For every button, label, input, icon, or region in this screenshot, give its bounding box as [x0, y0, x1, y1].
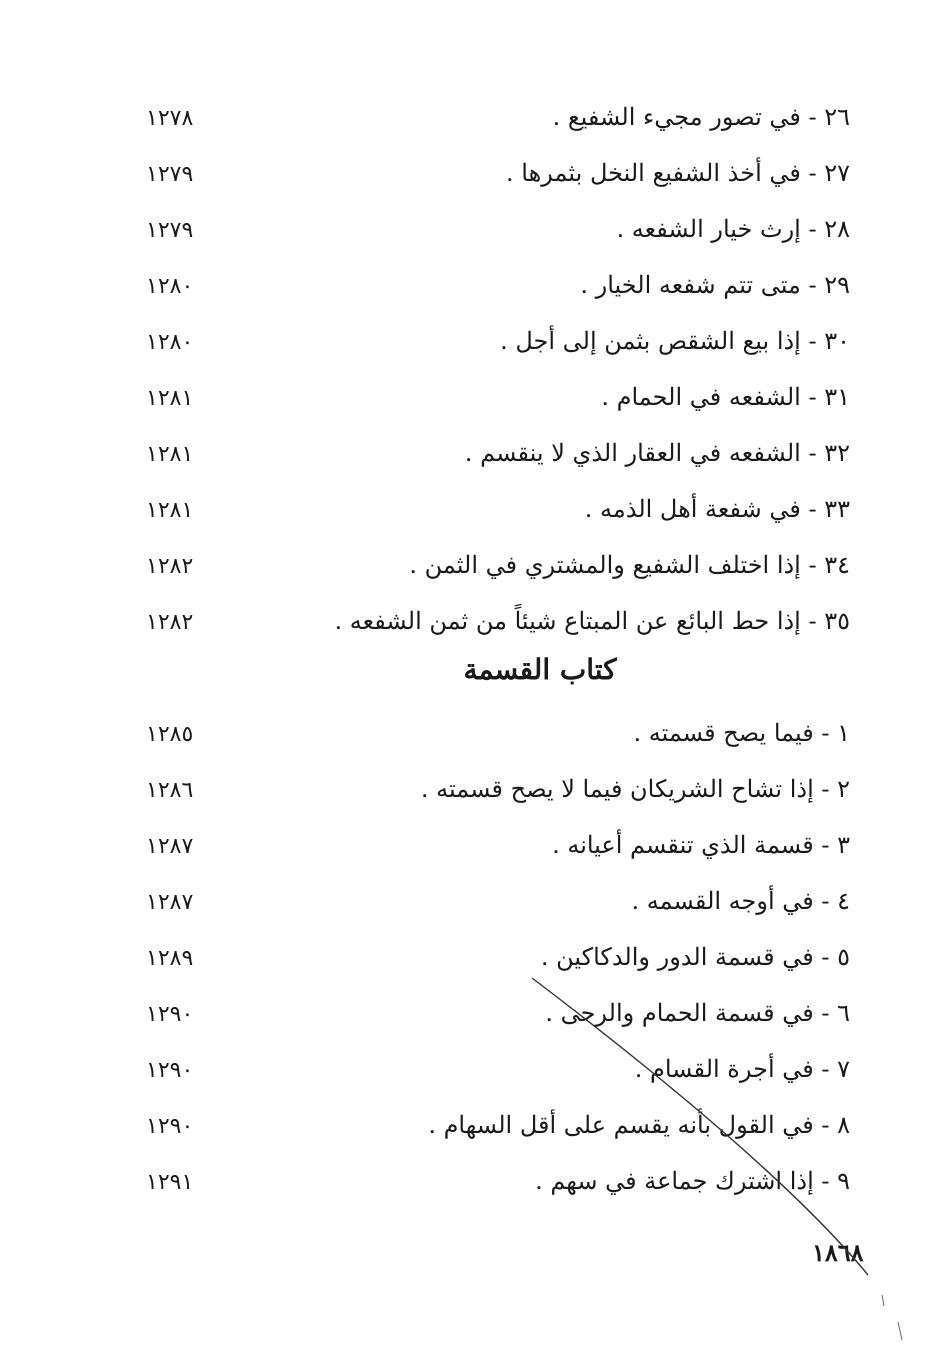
- entry-title: ٣٥ - إذا حط البائع عن المبتاع شيئاً من ثمن الشفعه .: [334, 607, 850, 635]
- entry-page-number: ١٢٧٩: [146, 218, 194, 243]
- entry-page-number: ١٢٨٠: [146, 330, 194, 355]
- entry-title: ٢٩ - متى تتم شفعه الخيار .: [580, 271, 850, 299]
- entry-page-number: ١٢٩١: [146, 1170, 194, 1195]
- entry-title: ٣٣ - في شفعة أهل الذمه .: [584, 495, 850, 523]
- entry-page-number: ١٢٨٦: [146, 778, 194, 803]
- entry-title: ٧ - في أجرة القسام .: [634, 1055, 850, 1083]
- entry-page-number: ١٢٧٩: [146, 162, 194, 187]
- section-title: كتاب القسمة: [463, 653, 617, 686]
- entry-page-number: ١٢٨١: [146, 442, 194, 467]
- entry-page-number: ١٢٧٨: [146, 106, 194, 131]
- entry-title: ٢٧ - في أخذ الشفيع النخل بثمرها .: [506, 159, 850, 187]
- entry-title: ٩ - إذا اشترك جماعة في سهم .: [535, 1167, 850, 1195]
- entry-title: ٢ - إذا تشاح الشريكان فيما لا يصح قسمته .: [420, 775, 850, 803]
- entry-title: ٨ - في القول بأنه يقسم على أقل السهام .: [428, 1111, 850, 1139]
- entry-title: ٥ - في قسمة الدور والدكاكين .: [540, 943, 850, 971]
- entry-page-number: ١٢٨١: [146, 386, 194, 411]
- entry-title: ٤ - في أوجه القسمه .: [631, 887, 850, 915]
- page-number: ١٨٦٨: [812, 1238, 864, 1267]
- entry-page-number: ١٢٨١: [146, 498, 194, 523]
- entry-page-number: ١٢٩٠: [146, 1114, 194, 1139]
- entry-page-number: ١٢٨٢: [146, 554, 194, 579]
- entry-title: ٣ - قسمة الذي تنقسم أعيانه .: [552, 831, 850, 859]
- entry-page-number: ١٢٨٧: [146, 834, 194, 859]
- entry-page-number: ١٢٨٥: [146, 722, 194, 747]
- entry-title: ٢٨ - إرث خيار الشفعه .: [616, 215, 850, 243]
- entry-page-number: ١٢٨٢: [146, 610, 194, 635]
- entry-page-number: ١٢٨٧: [146, 890, 194, 915]
- entry-title: ١ - فيما يصح قسمته .: [633, 719, 850, 747]
- entry-title: ٣٠ - إذا بيع الشقص بثمن إلى أجل .: [500, 327, 850, 355]
- entry-page-number: ١٢٨٩: [146, 946, 194, 971]
- entry-title: ٣٢ - الشفعه في العقار الذي لا ينقسم .: [464, 439, 850, 467]
- entry-title: ٢٦ - في تصور مجيء الشفيع .: [552, 103, 850, 131]
- entry-page-number: ١٢٨٠: [146, 274, 194, 299]
- entry-title: ٦ - في قسمة الحمام والرحى .: [545, 999, 850, 1027]
- entry-page-number: ١٢٩٠: [146, 1058, 194, 1083]
- entry-title: ٣٤ - إذا اختلف الشفيع والمشتري في الثمن .: [409, 551, 850, 579]
- entry-title: ٣١ - الشفعه في الحمام .: [601, 383, 850, 411]
- entry-page-number: ١٢٩٠: [146, 1002, 194, 1027]
